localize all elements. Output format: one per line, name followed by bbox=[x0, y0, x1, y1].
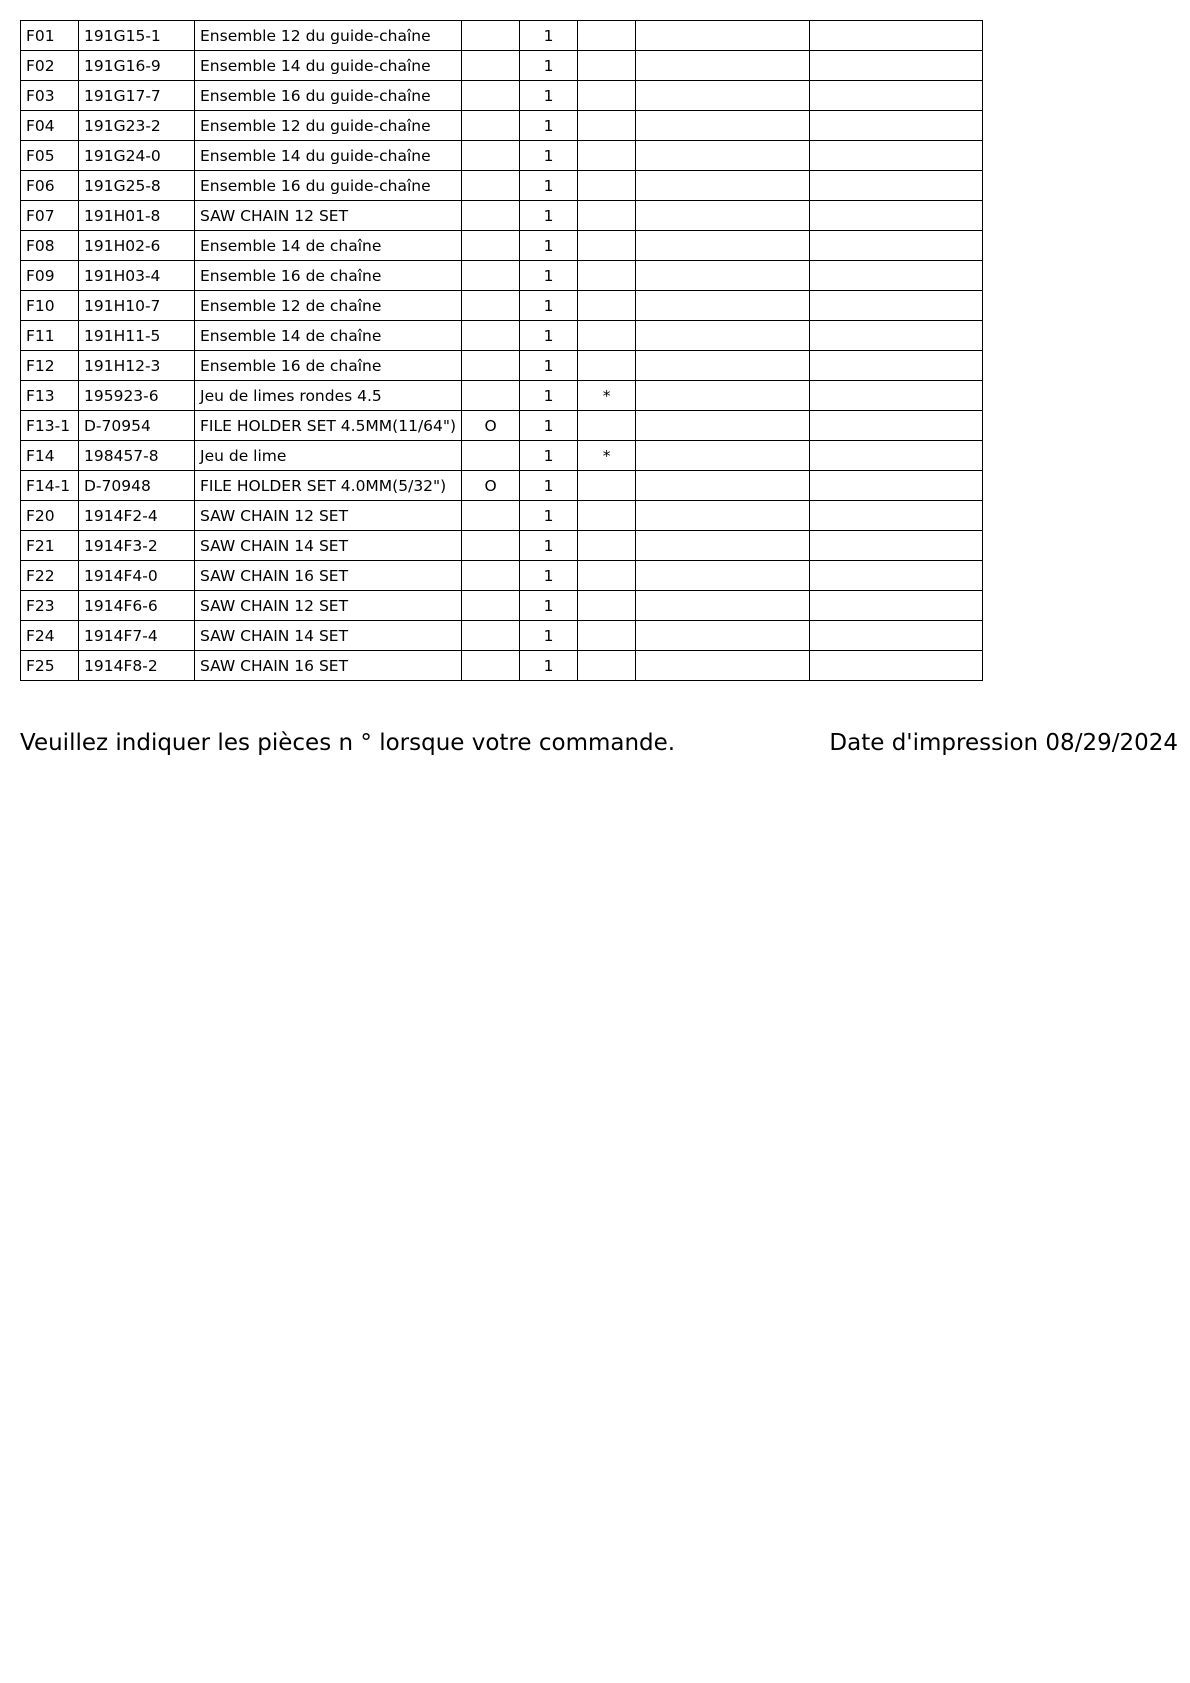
note-cell bbox=[578, 561, 636, 591]
description-cell: Ensemble 12 du guide-chaîne bbox=[195, 111, 462, 141]
part-number-cell: 195923-6 bbox=[79, 381, 195, 411]
description-cell: Ensemble 14 du guide-chaîne bbox=[195, 51, 462, 81]
option-cell bbox=[462, 21, 520, 51]
description-cell: Ensemble 16 du guide-chaîne bbox=[195, 81, 462, 111]
part-number-cell: 191G17-7 bbox=[79, 81, 195, 111]
blank-cell bbox=[636, 471, 810, 501]
table-row bbox=[21, 171, 983, 201]
table-row bbox=[21, 111, 983, 141]
blank-cell bbox=[810, 21, 983, 51]
quantity-cell: 1 bbox=[520, 591, 578, 621]
note-cell bbox=[578, 81, 636, 111]
option-cell bbox=[462, 141, 520, 171]
note-cell bbox=[578, 411, 636, 441]
part-number-cell: 1914F8-2 bbox=[79, 651, 195, 681]
description-cell: SAW CHAIN 16 SET bbox=[195, 561, 462, 591]
ref-no-cell: F09 bbox=[21, 261, 79, 291]
blank-cell bbox=[810, 261, 983, 291]
quantity-cell: 1 bbox=[520, 111, 578, 141]
description-cell: Ensemble 16 de chaîne bbox=[195, 351, 462, 381]
table-row bbox=[21, 621, 983, 651]
blank-cell bbox=[636, 201, 810, 231]
blank-cell bbox=[636, 291, 810, 321]
note-cell bbox=[578, 651, 636, 681]
quantity-cell: 1 bbox=[520, 321, 578, 351]
table-row bbox=[21, 381, 983, 411]
part-number-cell: 191H12-3 bbox=[79, 351, 195, 381]
note-cell bbox=[578, 501, 636, 531]
description-cell: Ensemble 14 de chaîne bbox=[195, 321, 462, 351]
option-cell: O bbox=[462, 471, 520, 501]
ref-no-cell: F10 bbox=[21, 291, 79, 321]
note-cell bbox=[578, 51, 636, 81]
description-cell: SAW CHAIN 14 SET bbox=[195, 531, 462, 561]
quantity-cell: 1 bbox=[520, 411, 578, 441]
ref-no-cell: F13 bbox=[21, 381, 79, 411]
blank-cell bbox=[636, 141, 810, 171]
ref-no-cell: F25 bbox=[21, 651, 79, 681]
ref-no-cell: F21 bbox=[21, 531, 79, 561]
table-row bbox=[21, 351, 983, 381]
note-cell bbox=[578, 531, 636, 561]
note-cell bbox=[578, 351, 636, 381]
blank-cell bbox=[636, 351, 810, 381]
option-cell bbox=[462, 201, 520, 231]
quantity-cell: 1 bbox=[520, 561, 578, 591]
option-cell bbox=[462, 51, 520, 81]
quantity-cell: 1 bbox=[520, 141, 578, 171]
order-instruction: Veuillez indiquer les pièces n ° lorsque votre commande. bbox=[20, 730, 676, 756]
description-cell: Ensemble 12 du guide-chaîne bbox=[195, 21, 462, 51]
blank-cell bbox=[810, 351, 983, 381]
blank-cell bbox=[636, 231, 810, 261]
description-cell: Ensemble 12 de chaîne bbox=[195, 291, 462, 321]
blank-cell bbox=[810, 561, 983, 591]
description-cell: FILE HOLDER SET 4.5MM(11/64") bbox=[195, 411, 462, 441]
quantity-cell: 1 bbox=[520, 231, 578, 261]
ref-no-cell: F04 bbox=[21, 111, 79, 141]
description-cell: SAW CHAIN 12 SET bbox=[195, 201, 462, 231]
note-cell bbox=[578, 321, 636, 351]
blank-cell bbox=[810, 591, 983, 621]
blank-cell bbox=[810, 471, 983, 501]
blank-cell bbox=[636, 441, 810, 471]
note-cell bbox=[578, 201, 636, 231]
blank-cell bbox=[636, 651, 810, 681]
part-number-cell: D-70948 bbox=[79, 471, 195, 501]
ref-no-cell: F07 bbox=[21, 201, 79, 231]
blank-cell bbox=[636, 621, 810, 651]
note-cell bbox=[578, 231, 636, 261]
parts-table bbox=[20, 20, 983, 681]
description-cell: FILE HOLDER SET 4.0MM(5/32") bbox=[195, 471, 462, 501]
ref-no-cell: F24 bbox=[21, 621, 79, 651]
description-cell: SAW CHAIN 14 SET bbox=[195, 621, 462, 651]
quantity-cell: 1 bbox=[520, 381, 578, 411]
option-cell bbox=[462, 441, 520, 471]
part-number-cell: 191G15-1 bbox=[79, 21, 195, 51]
ref-no-cell: F23 bbox=[21, 591, 79, 621]
blank-cell bbox=[810, 51, 983, 81]
table-row bbox=[21, 291, 983, 321]
part-number-cell: 198457-8 bbox=[79, 441, 195, 471]
option-cell bbox=[462, 81, 520, 111]
blank-cell bbox=[810, 441, 983, 471]
option-cell bbox=[462, 381, 520, 411]
ref-no-cell: F03 bbox=[21, 81, 79, 111]
blank-cell bbox=[810, 111, 983, 141]
ref-no-cell: F11 bbox=[21, 321, 79, 351]
note-cell bbox=[578, 621, 636, 651]
table-row bbox=[21, 591, 983, 621]
blank-cell bbox=[810, 531, 983, 561]
table-row bbox=[21, 201, 983, 231]
part-number-cell: 1914F3-2 bbox=[79, 531, 195, 561]
blank-cell bbox=[810, 411, 983, 441]
quantity-cell: 1 bbox=[520, 501, 578, 531]
part-number-cell: 191H01-8 bbox=[79, 201, 195, 231]
description-cell: Ensemble 14 de chaîne bbox=[195, 231, 462, 261]
quantity-cell: 1 bbox=[520, 21, 578, 51]
option-cell bbox=[462, 231, 520, 261]
blank-cell bbox=[810, 231, 983, 261]
option-cell bbox=[462, 321, 520, 351]
table-row bbox=[21, 261, 983, 291]
part-number-cell: 191H10-7 bbox=[79, 291, 195, 321]
part-number-cell: 191G24-0 bbox=[79, 141, 195, 171]
blank-cell bbox=[810, 141, 983, 171]
ref-no-cell: F20 bbox=[21, 501, 79, 531]
option-cell bbox=[462, 561, 520, 591]
note-cell bbox=[578, 141, 636, 171]
table-row bbox=[21, 231, 983, 261]
table-row bbox=[21, 51, 983, 81]
ref-no-cell: F14-1 bbox=[21, 471, 79, 501]
quantity-cell: 1 bbox=[520, 471, 578, 501]
blank-cell bbox=[636, 81, 810, 111]
option-cell bbox=[462, 261, 520, 291]
blank-cell bbox=[636, 561, 810, 591]
note-cell bbox=[578, 261, 636, 291]
description-cell: Ensemble 14 du guide-chaîne bbox=[195, 141, 462, 171]
blank-cell bbox=[810, 171, 983, 201]
ref-no-cell: F01 bbox=[21, 21, 79, 51]
blank-cell bbox=[810, 621, 983, 651]
quantity-cell: 1 bbox=[520, 171, 578, 201]
table-row bbox=[21, 441, 983, 471]
table-row bbox=[21, 141, 983, 171]
quantity-cell: 1 bbox=[520, 291, 578, 321]
part-number-cell: 1914F2-4 bbox=[79, 501, 195, 531]
table-row bbox=[21, 561, 983, 591]
parts-table-body bbox=[21, 21, 983, 681]
description-cell: Jeu de limes rondes 4.5 bbox=[195, 381, 462, 411]
note-cell bbox=[578, 291, 636, 321]
part-number-cell: 1914F4-0 bbox=[79, 561, 195, 591]
description-cell: Ensemble 16 du guide-chaîne bbox=[195, 171, 462, 201]
note-cell bbox=[578, 471, 636, 501]
table-row bbox=[21, 501, 983, 531]
option-cell: O bbox=[462, 411, 520, 441]
blank-cell bbox=[636, 411, 810, 441]
option-cell bbox=[462, 651, 520, 681]
blank-cell bbox=[810, 651, 983, 681]
part-number-cell: 191H11-5 bbox=[79, 321, 195, 351]
part-number-cell: 1914F7-4 bbox=[79, 621, 195, 651]
blank-cell bbox=[810, 291, 983, 321]
quantity-cell: 1 bbox=[520, 201, 578, 231]
table-row bbox=[21, 471, 983, 501]
quantity-cell: 1 bbox=[520, 351, 578, 381]
ref-no-cell: F14 bbox=[21, 441, 79, 471]
option-cell bbox=[462, 351, 520, 381]
description-cell: Jeu de lime bbox=[195, 441, 462, 471]
part-number-cell: 1914F6-6 bbox=[79, 591, 195, 621]
ref-no-cell: F05 bbox=[21, 141, 79, 171]
table-row bbox=[21, 651, 983, 681]
part-number-cell: 191H02-6 bbox=[79, 231, 195, 261]
blank-cell bbox=[636, 111, 810, 141]
blank-cell bbox=[636, 501, 810, 531]
part-number-cell: 191G25-8 bbox=[79, 171, 195, 201]
blank-cell bbox=[636, 21, 810, 51]
print-date: Date d'impression 08/29/2024 bbox=[829, 730, 1178, 756]
blank-cell bbox=[636, 261, 810, 291]
quantity-cell: 1 bbox=[520, 651, 578, 681]
description-cell: Ensemble 16 de chaîne bbox=[195, 261, 462, 291]
option-cell bbox=[462, 171, 520, 201]
ref-no-cell: F02 bbox=[21, 51, 79, 81]
ref-no-cell: F12 bbox=[21, 351, 79, 381]
quantity-cell: 1 bbox=[520, 531, 578, 561]
quantity-cell: 1 bbox=[520, 81, 578, 111]
ref-no-cell: F22 bbox=[21, 561, 79, 591]
option-cell bbox=[462, 291, 520, 321]
ref-no-cell: F06 bbox=[21, 171, 79, 201]
table-row bbox=[21, 321, 983, 351]
note-cell bbox=[578, 591, 636, 621]
part-number-cell: 191G23-2 bbox=[79, 111, 195, 141]
option-cell bbox=[462, 111, 520, 141]
note-cell bbox=[578, 111, 636, 141]
blank-cell bbox=[636, 171, 810, 201]
quantity-cell: 1 bbox=[520, 441, 578, 471]
quantity-cell: 1 bbox=[520, 51, 578, 81]
table-row bbox=[21, 411, 983, 441]
blank-cell bbox=[810, 381, 983, 411]
blank-cell bbox=[810, 321, 983, 351]
option-cell bbox=[462, 501, 520, 531]
description-cell: SAW CHAIN 12 SET bbox=[195, 591, 462, 621]
description-cell: SAW CHAIN 16 SET bbox=[195, 651, 462, 681]
option-cell bbox=[462, 531, 520, 561]
part-number-cell: 191H03-4 bbox=[79, 261, 195, 291]
blank-cell bbox=[636, 591, 810, 621]
note-cell bbox=[578, 171, 636, 201]
blank-cell bbox=[810, 501, 983, 531]
note-cell bbox=[578, 21, 636, 51]
part-number-cell: D-70954 bbox=[79, 411, 195, 441]
note-cell: * bbox=[578, 441, 636, 471]
blank-cell bbox=[636, 531, 810, 561]
blank-cell bbox=[810, 201, 983, 231]
ref-no-cell: F13-1 bbox=[21, 411, 79, 441]
blank-cell bbox=[636, 321, 810, 351]
part-number-cell: 191G16-9 bbox=[79, 51, 195, 81]
option-cell bbox=[462, 621, 520, 651]
note-cell: * bbox=[578, 381, 636, 411]
blank-cell bbox=[636, 381, 810, 411]
quantity-cell: 1 bbox=[520, 621, 578, 651]
quantity-cell: 1 bbox=[520, 261, 578, 291]
blank-cell bbox=[810, 81, 983, 111]
table-row bbox=[21, 531, 983, 561]
description-cell: SAW CHAIN 12 SET bbox=[195, 501, 462, 531]
ref-no-cell: F08 bbox=[21, 231, 79, 261]
blank-cell bbox=[636, 51, 810, 81]
option-cell bbox=[462, 591, 520, 621]
table-row bbox=[21, 81, 983, 111]
table-row bbox=[21, 21, 983, 51]
